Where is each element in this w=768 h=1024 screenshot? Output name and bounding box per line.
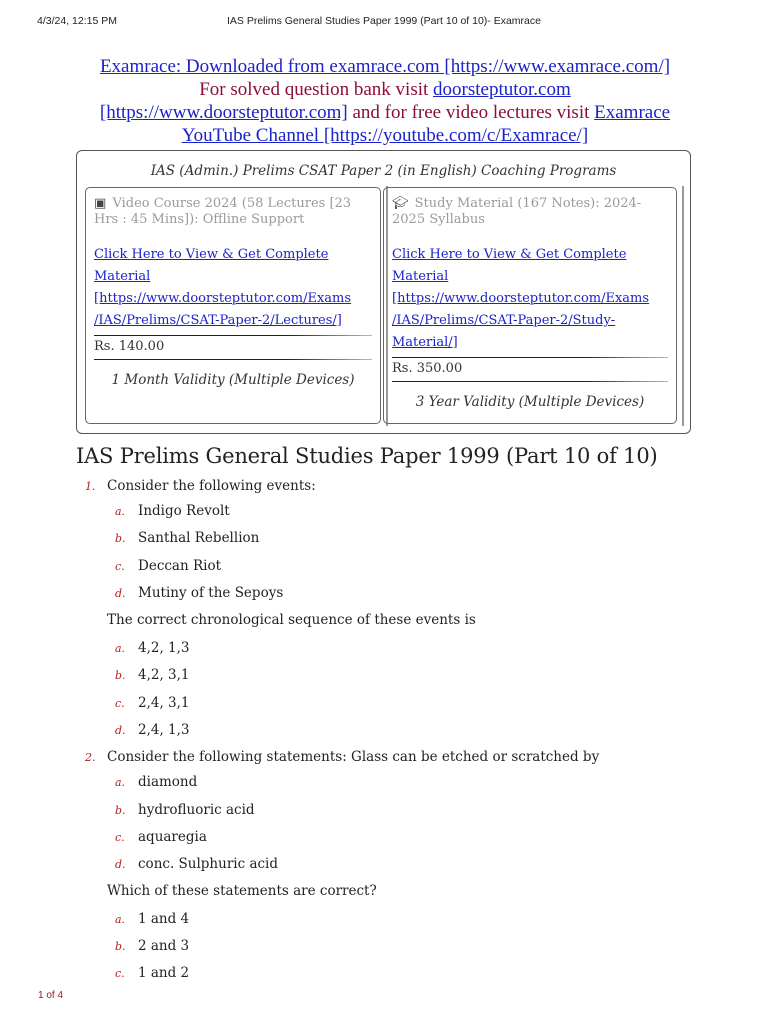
answer-option: b. 4,2, 3,1 — [115, 667, 190, 683]
divider — [94, 359, 372, 360]
print-header — [0, 15, 768, 31]
list-item: c. aquaregia — [115, 829, 207, 845]
list-item: a. diamond — [115, 774, 198, 790]
doorsteptutor-link[interactable]: doorsteptutor.com — [433, 79, 571, 100]
video-icon: ▣ — [94, 196, 107, 211]
print-page-title: IAS Prelims General Studies Paper 1999 (Part 10 of 10)- Examrace — [227, 15, 541, 27]
doorsteptutor-url-link[interactable]: [https://www.doorsteptutor.com] — [99, 102, 348, 123]
card-heading: 🎓︎ Study Material (167 Notes): 2024-2025 Syllabus — [392, 196, 642, 227]
card-heading: ▣ Video Course 2024 (58 Lectures [23 Hrs : 45 Mins]): Offline Support — [94, 196, 352, 227]
list-item: d. Mutiny of the Sepoys — [115, 585, 284, 601]
question-stem: Which of these statements are correct? — [107, 883, 377, 899]
answer-option: c. 1 and 2 — [115, 965, 190, 981]
banner-text: For solved question bank visit — [199, 79, 434, 100]
graduation-cap-icon: 🎓︎ — [392, 196, 409, 211]
coaching-programs-box — [76, 150, 691, 434]
list-item: a. Indigo Revolt — [115, 503, 230, 519]
list-item: b. Santhal Rebellion — [115, 530, 260, 546]
question-text: Consider the following events: — [107, 478, 316, 494]
price: Rs. 140.00 — [94, 339, 165, 354]
price: Rs. 350.00 — [392, 361, 463, 376]
page-title: IAS Prelims General Studies Paper 1999 (Part 10 of 10) — [76, 444, 658, 468]
answer-option: a. 4,2, 1,3 — [115, 640, 190, 656]
card-link[interactable]: Click Here to View & Get Complete Material [https://www.doorsteptutor.com/Exams /IAS/Prelims/CSAT-Paper-2/Study- Material/] — [392, 247, 650, 350]
answer-option: a. 1 and 4 — [115, 911, 190, 927]
examrace-channel-link[interactable]: Examrace — [594, 102, 671, 123]
answer-option: c. 2,4, 3,1 — [115, 695, 190, 711]
program-card-video — [85, 187, 381, 424]
banner-text-2: and for free video lectures visit — [347, 102, 595, 123]
question-number: 2. — [85, 751, 96, 764]
youtube-channel-link[interactable]: YouTube Channel [https://youtube.com/c/Examrace/] — [181, 125, 589, 146]
print-datetime: 4/3/24, 12:15 PM — [37, 15, 117, 27]
programs-title: IAS (Admin.) Prelims CSAT Paper 2 (in English) Coaching Programs — [150, 163, 617, 179]
download-banner — [80, 55, 690, 147]
validity: 1 Month Validity (Multiple Devices) — [111, 372, 355, 388]
question-text: Consider the following statements: Glass can be etched or scratched by — [107, 749, 600, 765]
question-stem: The correct chronological sequence of these events is — [107, 612, 476, 628]
examrace-link[interactable]: Examrace: Downloaded from examrace.com [https://www.examrace.com/] — [99, 56, 671, 77]
card-link[interactable]: Click Here to View & Get Complete Material [https://www.doorsteptutor.com/Exams /IAS/Prelims/CSAT-Paper-2/Lectures/] — [94, 247, 352, 328]
list-item: d. conc. Sulphuric acid — [115, 856, 279, 872]
answer-option: d. 2,4, 1,3 — [115, 722, 190, 738]
list-item: c. Deccan Riot — [115, 558, 222, 574]
divider — [392, 381, 668, 382]
page-counter: 1 of 4 — [38, 990, 64, 1001]
program-card-study-material — [383, 187, 677, 424]
validity: 3 Year Validity (Multiple Devices) — [415, 394, 645, 410]
divider — [392, 357, 668, 358]
list-item: b. hydrofluoric acid — [115, 802, 255, 818]
divider — [94, 335, 372, 336]
question-number: 1. — [85, 480, 96, 493]
answer-option: b. 2 and 3 — [115, 938, 190, 954]
